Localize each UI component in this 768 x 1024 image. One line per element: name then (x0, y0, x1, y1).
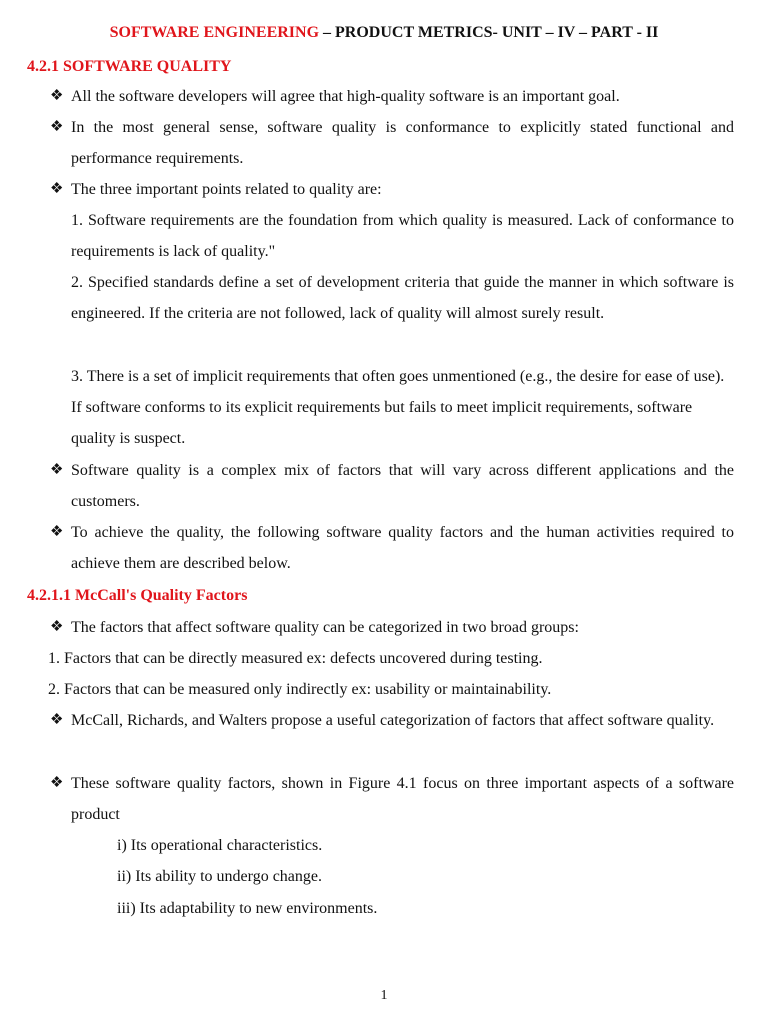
paragraph: In the most general sense, software quality is conformance to explicitly stated functional and performance requirements. (71, 119, 734, 167)
sub-item: iii) Its adaptability to new environments. (117, 900, 378, 917)
page-header (0, 22, 768, 44)
bullet-icon: ❖ (50, 619, 64, 635)
numbered-point: 2. Specified standards define a set of development criteria that guide the manner in which software is engineered. If the criteria are not followed, lack of quality will almost surely result. (71, 274, 734, 322)
numbered-point: 1. Software requirements are the foundation from which quality is measured. Lack of conformance to requirements is lack of quality." (71, 212, 734, 260)
paragraph: All the software developers will agree that high-quality software is an important goal. (71, 88, 620, 105)
sub-item: ii) Its ability to undergo change. (117, 868, 322, 885)
header-rest: – PRODUCT METRICS- UNIT – IV – PART - II (319, 24, 659, 41)
paragraph: McCall, Richards, and Walters propose a useful categorization of factors that affect software quality. (71, 712, 715, 729)
paragraph: To achieve the quality, the following software quality factors and the human activities required to achieve them are described below. (71, 524, 734, 572)
numbered-item: 1. Factors that can be directly measured ex: defects uncovered during testing. (48, 650, 543, 667)
page-number: 1 (380, 988, 388, 1003)
bullet-icon: ❖ (50, 181, 64, 197)
header-subject: SOFTWARE ENGINEERING (109, 24, 320, 41)
bullet-icon: ❖ (50, 775, 64, 791)
numbered-point: 3. There is a set of implicit requirements that often goes unmentioned (e.g., the desire for ease of use). If software conforms to its explicit requirements but fails to meet implicit requirements, software quality is suspect. (71, 368, 725, 447)
numbered-item: 2. Factors that can be measured only indirectly ex: usability or maintainability. (48, 681, 552, 698)
paragraph: The factors that affect software quality can be categorized in two broad groups: (71, 619, 579, 636)
sub-item: i) Its operational characteristics. (117, 837, 323, 854)
bullet-icon: ❖ (50, 88, 64, 104)
bullet-icon: ❖ (50, 712, 64, 728)
section-heading-mccall: 4.2.1.1 McCall's Quality Factors (27, 587, 248, 604)
paragraph: These software quality factors, shown in Figure 4.1 focus on three important aspects of a software product (71, 775, 734, 823)
paragraph: Software quality is a complex mix of factors that will vary across different applications and the customers. (71, 462, 734, 510)
bullet-icon: ❖ (50, 119, 64, 135)
bullet-icon: ❖ (50, 462, 64, 478)
section-heading-software-quality: 4.2.1 SOFTWARE QUALITY (27, 58, 232, 75)
bullet-icon: ❖ (50, 524, 64, 540)
paragraph: The three important points related to quality are: (71, 181, 382, 198)
